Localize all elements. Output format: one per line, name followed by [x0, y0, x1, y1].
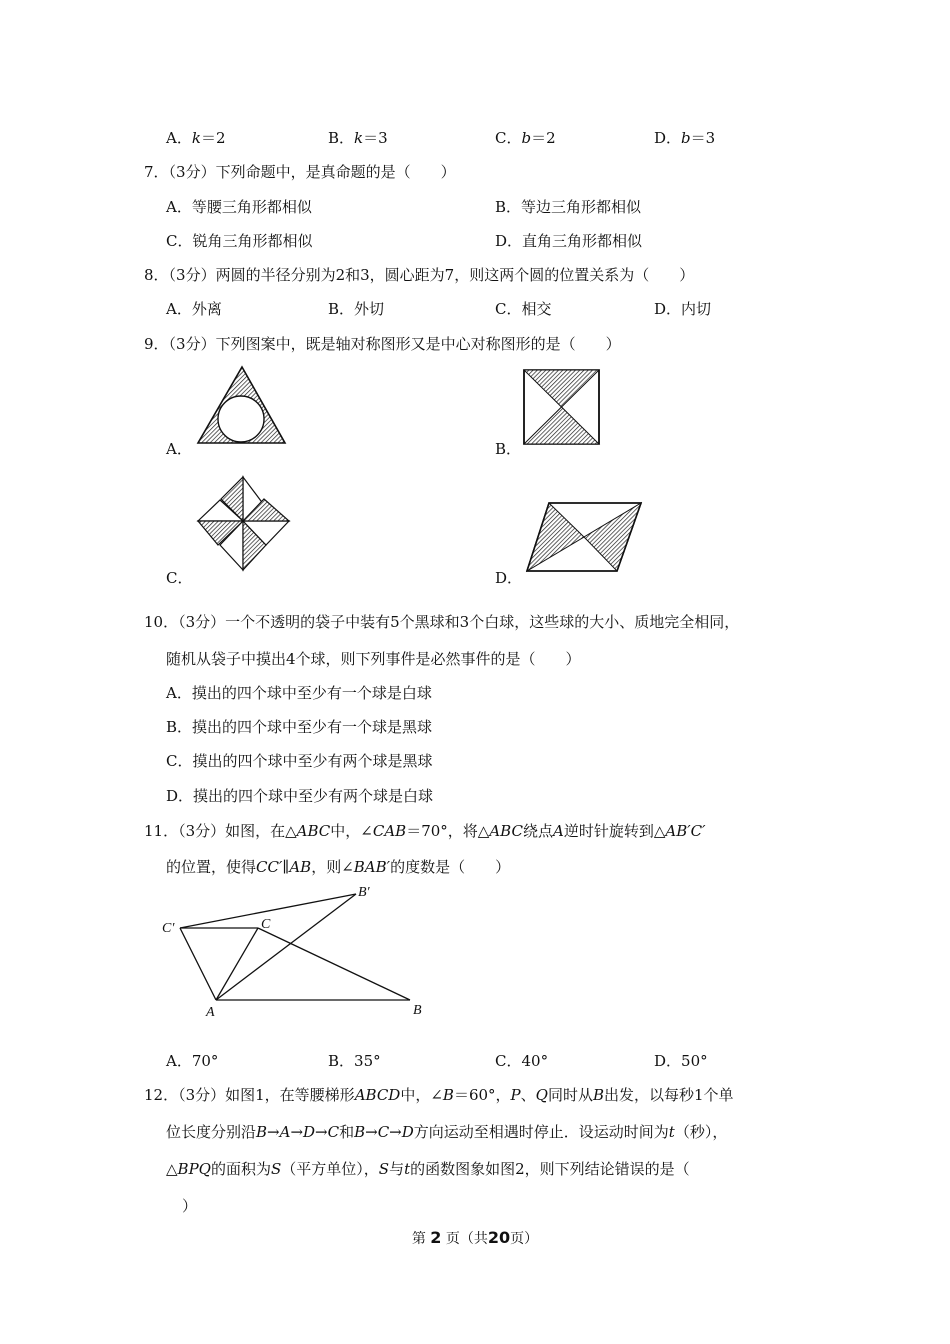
q9-stem: 9．（3分）下列图案中，既是轴对称图形又是中心对称图形的是（ ） [144, 335, 621, 353]
q7-stem: 7．（3分）下列命题中，是真命题的是（ ） [144, 163, 456, 181]
q10-option-c: C．摸出的四个球中至少有两个球是黑球 [166, 752, 433, 770]
q6-option-a: A．k＝2 [166, 129, 226, 147]
q12-stem-line2: 位长度分别沿B→A→D→C和B→C→D方向运动至相遇时停止．设运动时间为t（秒）， [166, 1123, 728, 1141]
q7-option-b: B．等边三角形都相似 [495, 198, 642, 216]
q11-stem-line2: 的位置，使得CC′∥AB，则∠BAB′的度数是（ ） [166, 858, 511, 876]
q6-option-b: B．k＝3 [328, 129, 388, 147]
q11-option-c: C．40° [495, 1052, 549, 1070]
q8-option-a: A．外离 [166, 300, 222, 318]
q12-stem-line4: ） [182, 1197, 198, 1215]
q11-figure [160, 882, 435, 1022]
q8-option-d: D．内切 [654, 300, 712, 318]
q9-label-c: C． [166, 569, 193, 587]
q9-figure-d [525, 501, 643, 573]
page-total: 20 [487, 1228, 511, 1247]
q10-option-a: A．摸出的四个球中至少有一个球是白球 [166, 684, 432, 702]
q11-label-a: A [206, 1005, 215, 1020]
q9-figure-a [195, 364, 290, 446]
q9-label-a: A． [166, 440, 192, 458]
q10-option-b: B．摸出的四个球中至少有一个球是黑球 [166, 718, 433, 736]
q9-label-b: B． [495, 440, 522, 458]
q11-label-b: B [413, 1003, 422, 1018]
q6-option-c: C．b＝2 [495, 129, 556, 147]
q9-figure-c [196, 475, 292, 573]
page-number: 2 [430, 1228, 442, 1247]
q6-option-d: D．b＝3 [654, 129, 716, 147]
q8-option-b: B．外切 [328, 300, 385, 318]
q11-label-cprime: C′ [162, 921, 175, 936]
q11-option-b: B．35° [328, 1052, 381, 1070]
q8-option-c: C．相交 [495, 300, 552, 318]
q11-label-c: C [261, 917, 271, 932]
q11-option-d: D．50° [654, 1052, 708, 1070]
q11-label-bprime: B′ [358, 885, 370, 900]
q9-figure-b [522, 368, 602, 446]
q8-stem: 8．（3分）两圆的半径分别为2和3，圆心距为7，则这两个圆的位置关系为（ ） [144, 266, 695, 284]
q12-stem-line3: △BPQ的面积为S（平方单位），S与t的函数图象如图2，则下列结论错误的是（ [166, 1160, 690, 1178]
q10-stem-line1: 10．（3分）一个不透明的袋子中装有5个黑球和3个白球，这些球的大小、质地完全相同， [144, 613, 740, 631]
q7-option-c: C．锐角三角形都相似 [166, 232, 313, 250]
q9-label-d: D． [495, 569, 523, 587]
q7-option-d: D．直角三角形都相似 [495, 232, 643, 250]
q11-option-a: A．70° [166, 1052, 219, 1070]
q7-option-a: A．等腰三角形都相似 [166, 198, 312, 216]
q11-stem-line1: 11．（3分）如图，在△ABC中，∠CAB＝70°，将△ABC绕点A逆时针旋转到△AB′C′ [144, 822, 706, 840]
q10-stem-line2: 随机从袋子中摸出4个球，则下列事件是必然事件的是（ ） [166, 650, 581, 668]
q10-option-d: D．摸出的四个球中至少有两个球是白球 [166, 787, 434, 805]
page-footer: 第 2 页（共20页） [411, 1228, 539, 1247]
q12-stem-line1: 12．（3分）如图1，在等腰梯形ABCD中，∠B＝60°，P、Q同时从B出发，以每秒1个单 [144, 1086, 734, 1104]
